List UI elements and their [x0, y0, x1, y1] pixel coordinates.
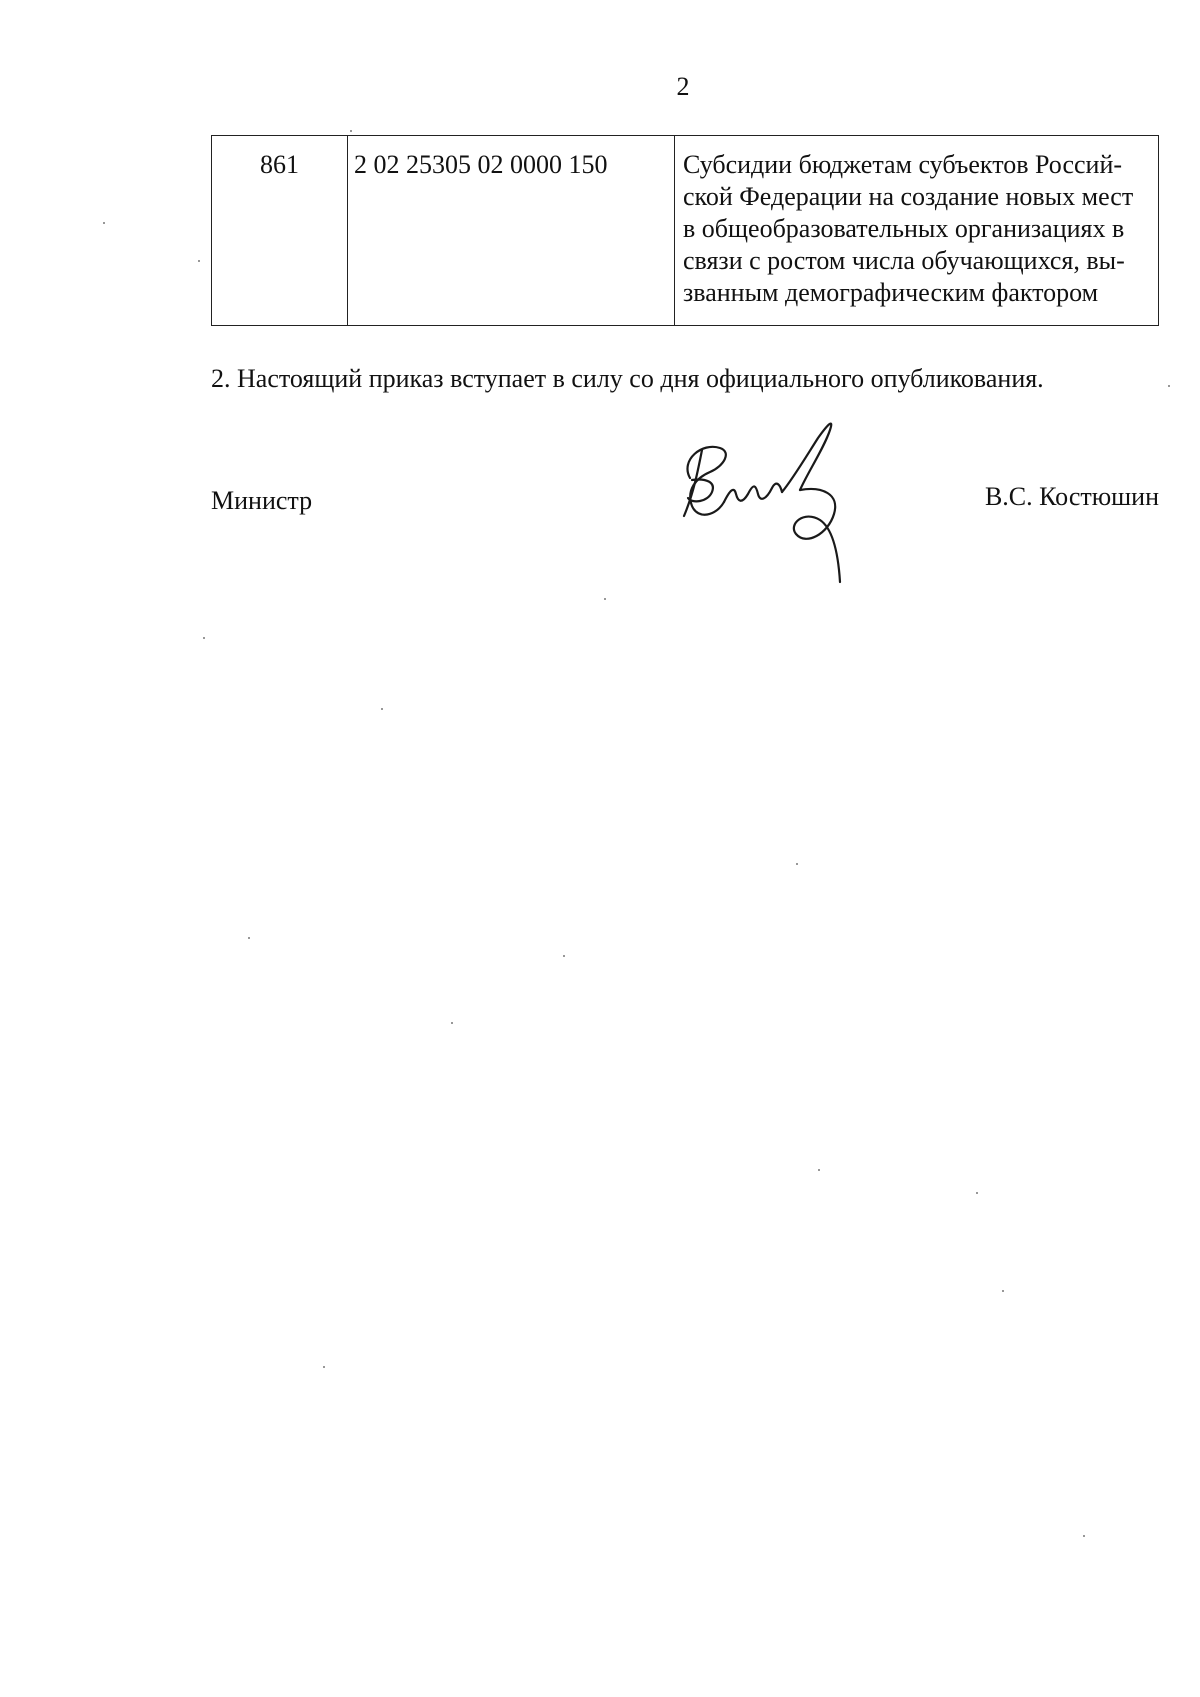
scan-speck: [381, 708, 383, 710]
admin-code-cell: 861: [212, 136, 348, 326]
scan-speck: [976, 1192, 978, 1194]
scan-speck: [451, 1022, 453, 1024]
scan-speck: [796, 863, 798, 865]
scan-speck: [1083, 1535, 1085, 1537]
scan-speck: [1168, 385, 1170, 387]
description-line: ской Федерации на создание новых мест: [683, 182, 1134, 211]
scan-speck: [604, 598, 606, 600]
order-effective-clause: 2. Настоящий приказ вступает в силу со дня официального опубликования.: [211, 364, 1044, 393]
scan-speck: [323, 1366, 325, 1368]
signer-name: В.С. Костюшин: [984, 482, 1159, 511]
scan-speck: [198, 260, 200, 262]
budget-code-table: [211, 135, 1159, 326]
scan-speck: [248, 937, 250, 939]
description-cell: [675, 136, 1159, 326]
description-line: связи с ростом числа обучающихся, вы-: [683, 246, 1125, 275]
handwritten-signature: [672, 420, 872, 590]
scan-speck: [1002, 1290, 1004, 1292]
description-line: званным демографическим фактором: [683, 278, 1099, 307]
table-row: [212, 136, 1159, 326]
scan-speck: [818, 1169, 820, 1171]
page-number: 2: [676, 72, 690, 101]
description-line: в общеобразовательных организациях в: [683, 214, 1125, 243]
description-line: Субсидии бюджетам субъектов Россий-: [683, 150, 1123, 179]
scan-speck: [203, 637, 205, 639]
scan-speck: [350, 130, 352, 132]
scan-speck: [563, 955, 565, 957]
signer-position: Министр: [211, 486, 313, 515]
scan-speck: [103, 222, 105, 224]
revenue-code-cell: 2 02 25305 02 0000 150: [348, 136, 675, 326]
